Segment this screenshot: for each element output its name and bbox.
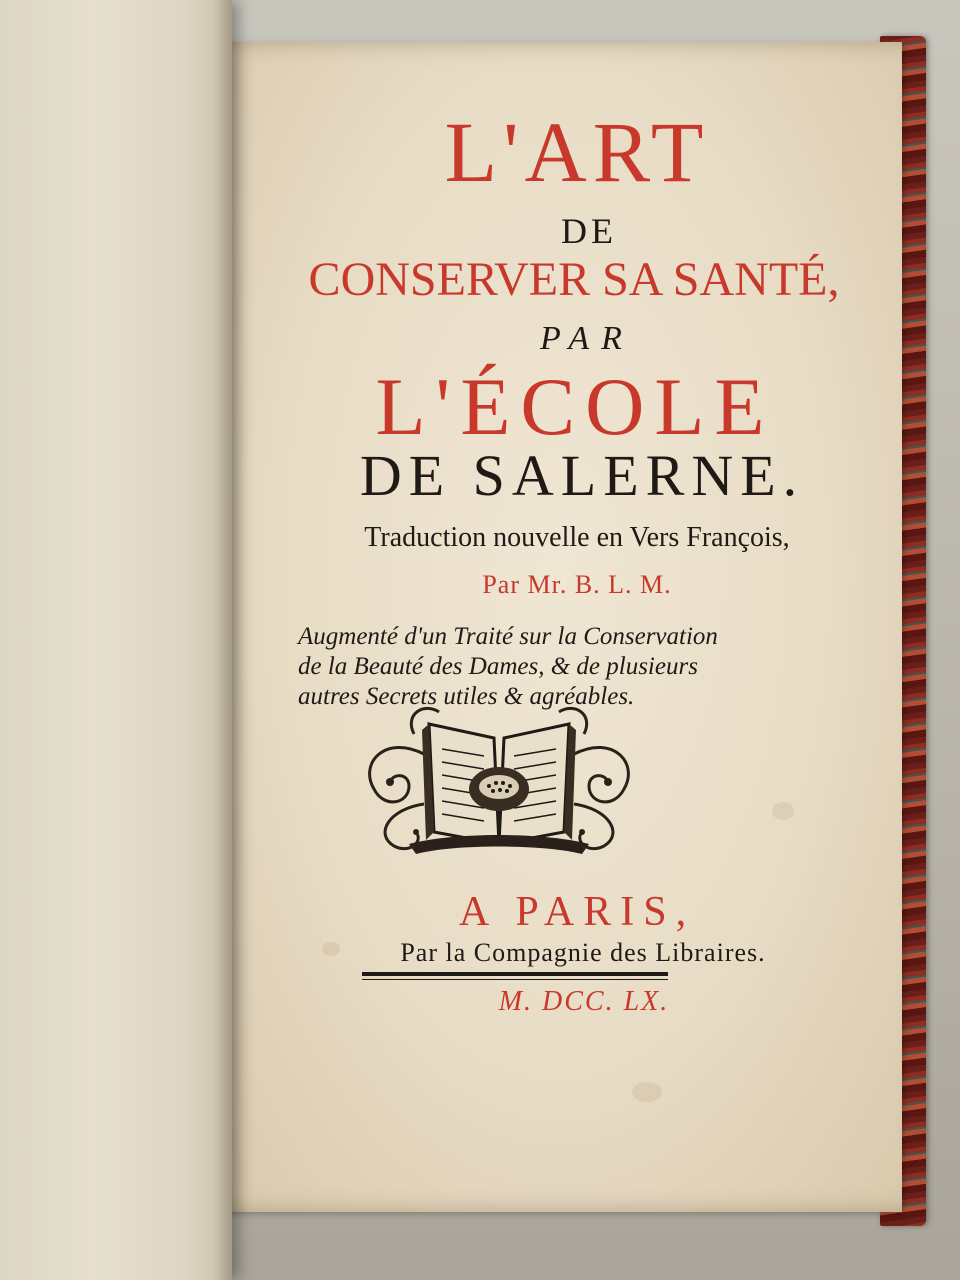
- imprint-city: A PARIS,: [458, 889, 696, 935]
- imprint-year: M. DCC. LX.: [498, 986, 670, 1017]
- augmente-line-2: de la Beauté des Dames, & de plusieurs: [298, 653, 698, 680]
- title-page: [212, 42, 902, 1212]
- title-ecole: L'ÉCOLE: [375, 361, 775, 452]
- imprint-rule-thin: [362, 979, 668, 980]
- open-book-woodcut-ornament-icon: [354, 694, 644, 864]
- title-salerne: DE SALERNE.: [359, 443, 805, 508]
- author-line: Par Mr. B. L. M.: [482, 570, 672, 599]
- paper-spot: [632, 1082, 662, 1102]
- blank-flyleaf-page: [0, 0, 232, 1280]
- augmente-line-1: Augmenté d'un Traité sur la Conservation: [298, 623, 718, 650]
- imprint-publisher: Par la Compagnie des Libraires.: [400, 938, 766, 967]
- title-de: DE: [561, 211, 617, 251]
- imprint-rule-thick: [362, 972, 668, 976]
- title-conserver: CONSERVER SA SANTÉ,: [308, 253, 840, 306]
- augmente-line-3: autres Secrets utiles & agréables.: [298, 683, 635, 710]
- title-lart: L'ART: [444, 104, 710, 200]
- subtitle-traduction: Traduction nouvelle en Vers François,: [364, 522, 790, 553]
- paper-spot: [772, 802, 794, 820]
- title-par: PAR: [540, 320, 634, 357]
